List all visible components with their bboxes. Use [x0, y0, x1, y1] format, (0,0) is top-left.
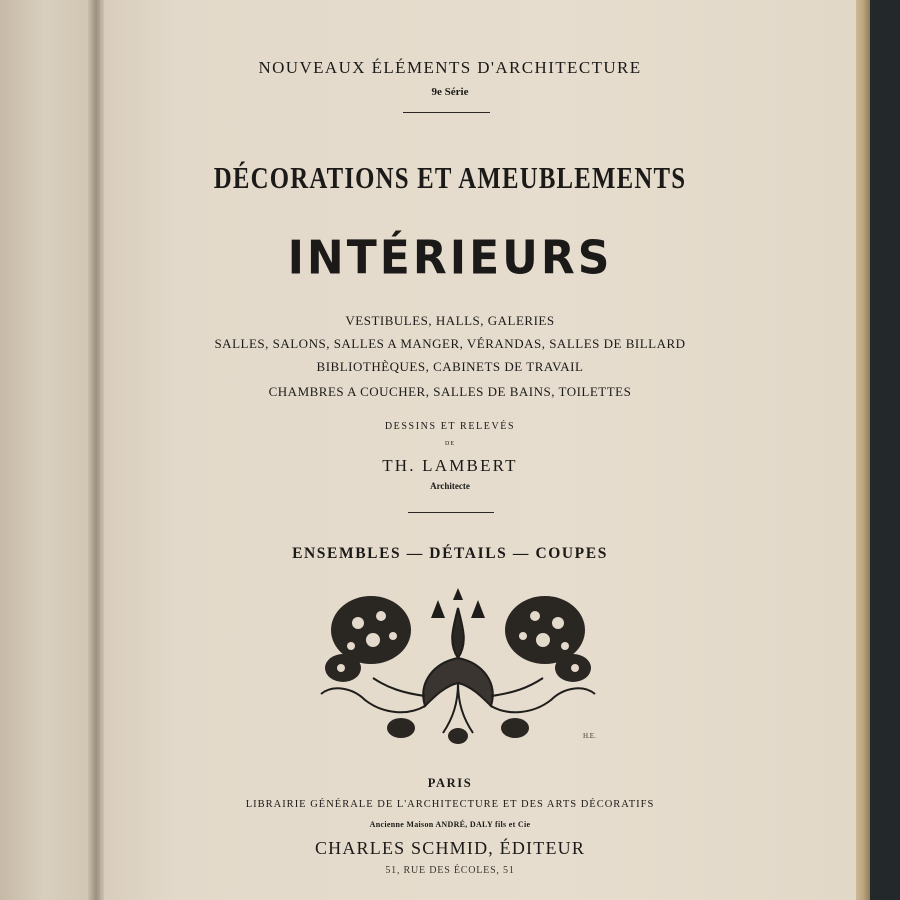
collection-title: NOUVEAUX ÉLÉMENTS D'ARCHITECTURE [258, 58, 642, 77]
page-edge [856, 0, 870, 900]
book-gutter [88, 0, 104, 900]
credit-de: DE [445, 441, 455, 447]
imprint-city: PARIS [427, 776, 473, 790]
rooms-line: SALLES, SALONS, SALLES A MANGER, VÉRANDAS, SALLES DE BILLARD [214, 336, 686, 351]
rooms-line: BIBLIOTHÈQUES, CABINETS DE TRAVAIL [316, 359, 584, 374]
credit-label: DESSINS ET RELEVÉS [384, 421, 516, 432]
author-role: Architecte [430, 481, 470, 491]
ornamental-vignette-icon [313, 588, 603, 748]
author-name: TH. LAMBERT [382, 456, 518, 475]
left-page [0, 0, 100, 900]
rule-top [403, 112, 490, 113]
rule-middle [408, 512, 494, 513]
contents-subtitle: ENSEMBLES — DÉTAILS — COUPES [292, 545, 608, 562]
rooms-line: CHAMBRES A COUCHER, SALLES DE BAINS, TOILETTES [268, 384, 632, 399]
imprint-former-house: Ancienne Maison ANDRÉ, DALY fils et Cie [369, 820, 531, 829]
title-page [100, 0, 860, 900]
imprint-address: 51, RUE DES ÉCOLES, 51 [385, 865, 515, 876]
series-number: 9e Série [431, 86, 469, 98]
imprint-editor: CHARLES SCHMID, ÉDITEUR [314, 838, 586, 858]
vignette-signature: H.E. [583, 732, 596, 740]
imprint-publisher: LIBRAIRIE GÉNÉRALE DE L'ARCHITECTURE ET DES ARTS DÉCORATIFS [245, 799, 655, 810]
rooms-line: VESTIBULES, HALLS, GALERIES [345, 313, 555, 328]
main-title: DÉCORATIONS ET AMEUBLEMENTS [213, 160, 687, 195]
main-title-display: INTÉRIEURS [287, 231, 613, 286]
